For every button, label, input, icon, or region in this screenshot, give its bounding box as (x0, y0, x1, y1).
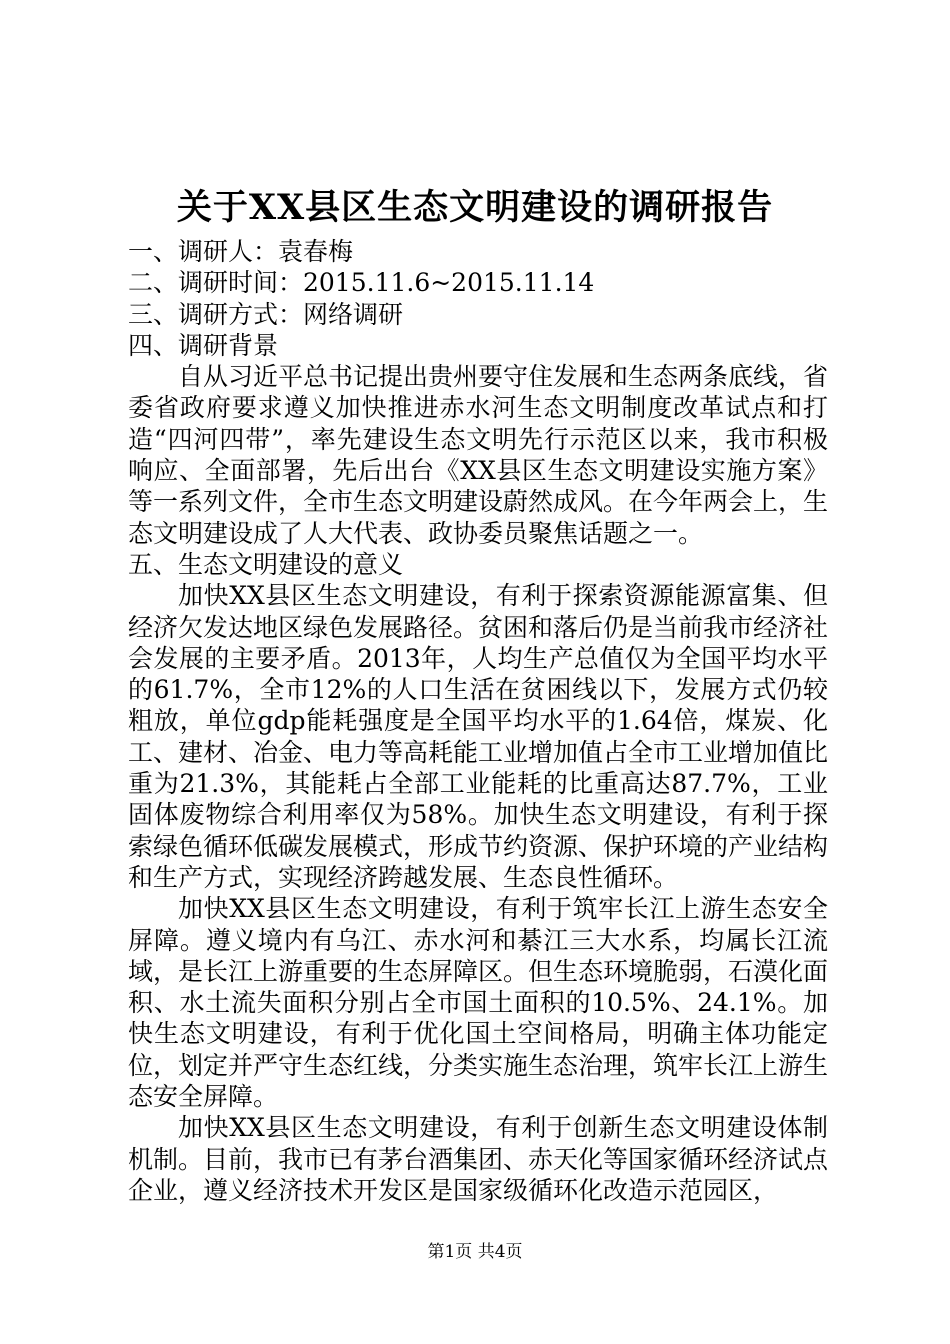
page-footer: 第1页 共4页 (427, 1242, 523, 1262)
research-background-heading: 四、调研背景 (128, 330, 279, 360)
background-paragraph: 自从习近平总书记提出贵州要守住发展和生态两条底线，省委省政府要求遵义加快推进赤水河生态文明制度改革试点和打造“四河四带”，率先建设生态文明先行示范区以来，我市积极响应、全面部署，先后出台《XX县区生态文明建设实施方案》等一系列文件，全市生态文明建设蔚然成风。在今年两会上，生态文明建设成了人大代表、政协委员聚焦话题之一。 (128, 362, 829, 548)
research-time-line: 二、调研时间：2015.11.6~2015.11.14 (128, 268, 595, 298)
research-method-line: 三、调研方式：网络调研 (128, 299, 404, 329)
document-body (128, 236, 828, 1206)
significance-paragraph-1: 加快XX县区生态文明建设，有利于探索资源能源富集、但经济欠发达地区绿色发展路径。贫困和落后仍是当前我市经济社会发展的主要矛盾。2013年，人均生产总值仅为全国平均水平的61.7%，全市12%的人口生活在贫困线以下，发展方式仍较粗放，单位gdp能耗强度是全国平均水平的1.64倍，煤炭、化工、建材、冶金、电力等高耗能工业增加值占全市工业增加值比重为21.3%，其能耗占全部工业能耗的比重高达87.7%，工业固体废物综合利用率仅为58%。加快生态文明建设，有利于探索绿色循环低碳发展模式，形成节约资源、保护环境的产业结构和生产方式，实现经济跨越发展、生态良性循环。 (128, 581, 829, 892)
document-title: 关于XX县区生态文明建设的调研报告 (176, 187, 774, 228)
researcher-line: 一、调研人：袁春梅 (128, 237, 354, 266)
significance-heading: 五、生态文明建设的意义 (128, 549, 404, 579)
significance-paragraph-3: 加快XX县区生态文明建设，有利于创新生态文明建设体制机制。目前，我市已有茅台酒集团、赤天化等国家循环经济试点企业，遵义经济技术开发区是国家级循环化改造示范园区， (128, 1113, 829, 1205)
significance-paragraph-2: 加快XX县区生态文明建设，有利于筑牢长江上游生态安全屏障。遵义境内有乌江、赤水河和綦江三大水系，均属长江流域，是长江上游重要的生态屏障区。但生态环境脆弱，石漠化面积、水土流失面积分别占全市国土面积的10.5%、24.1%。加快生态文明建设，有利于优化国土空间格局，明确主体功能定位，划定并严守生态红线，分类实施生态治理，筑牢长江上游生态安全屏障。 (128, 894, 829, 1112)
